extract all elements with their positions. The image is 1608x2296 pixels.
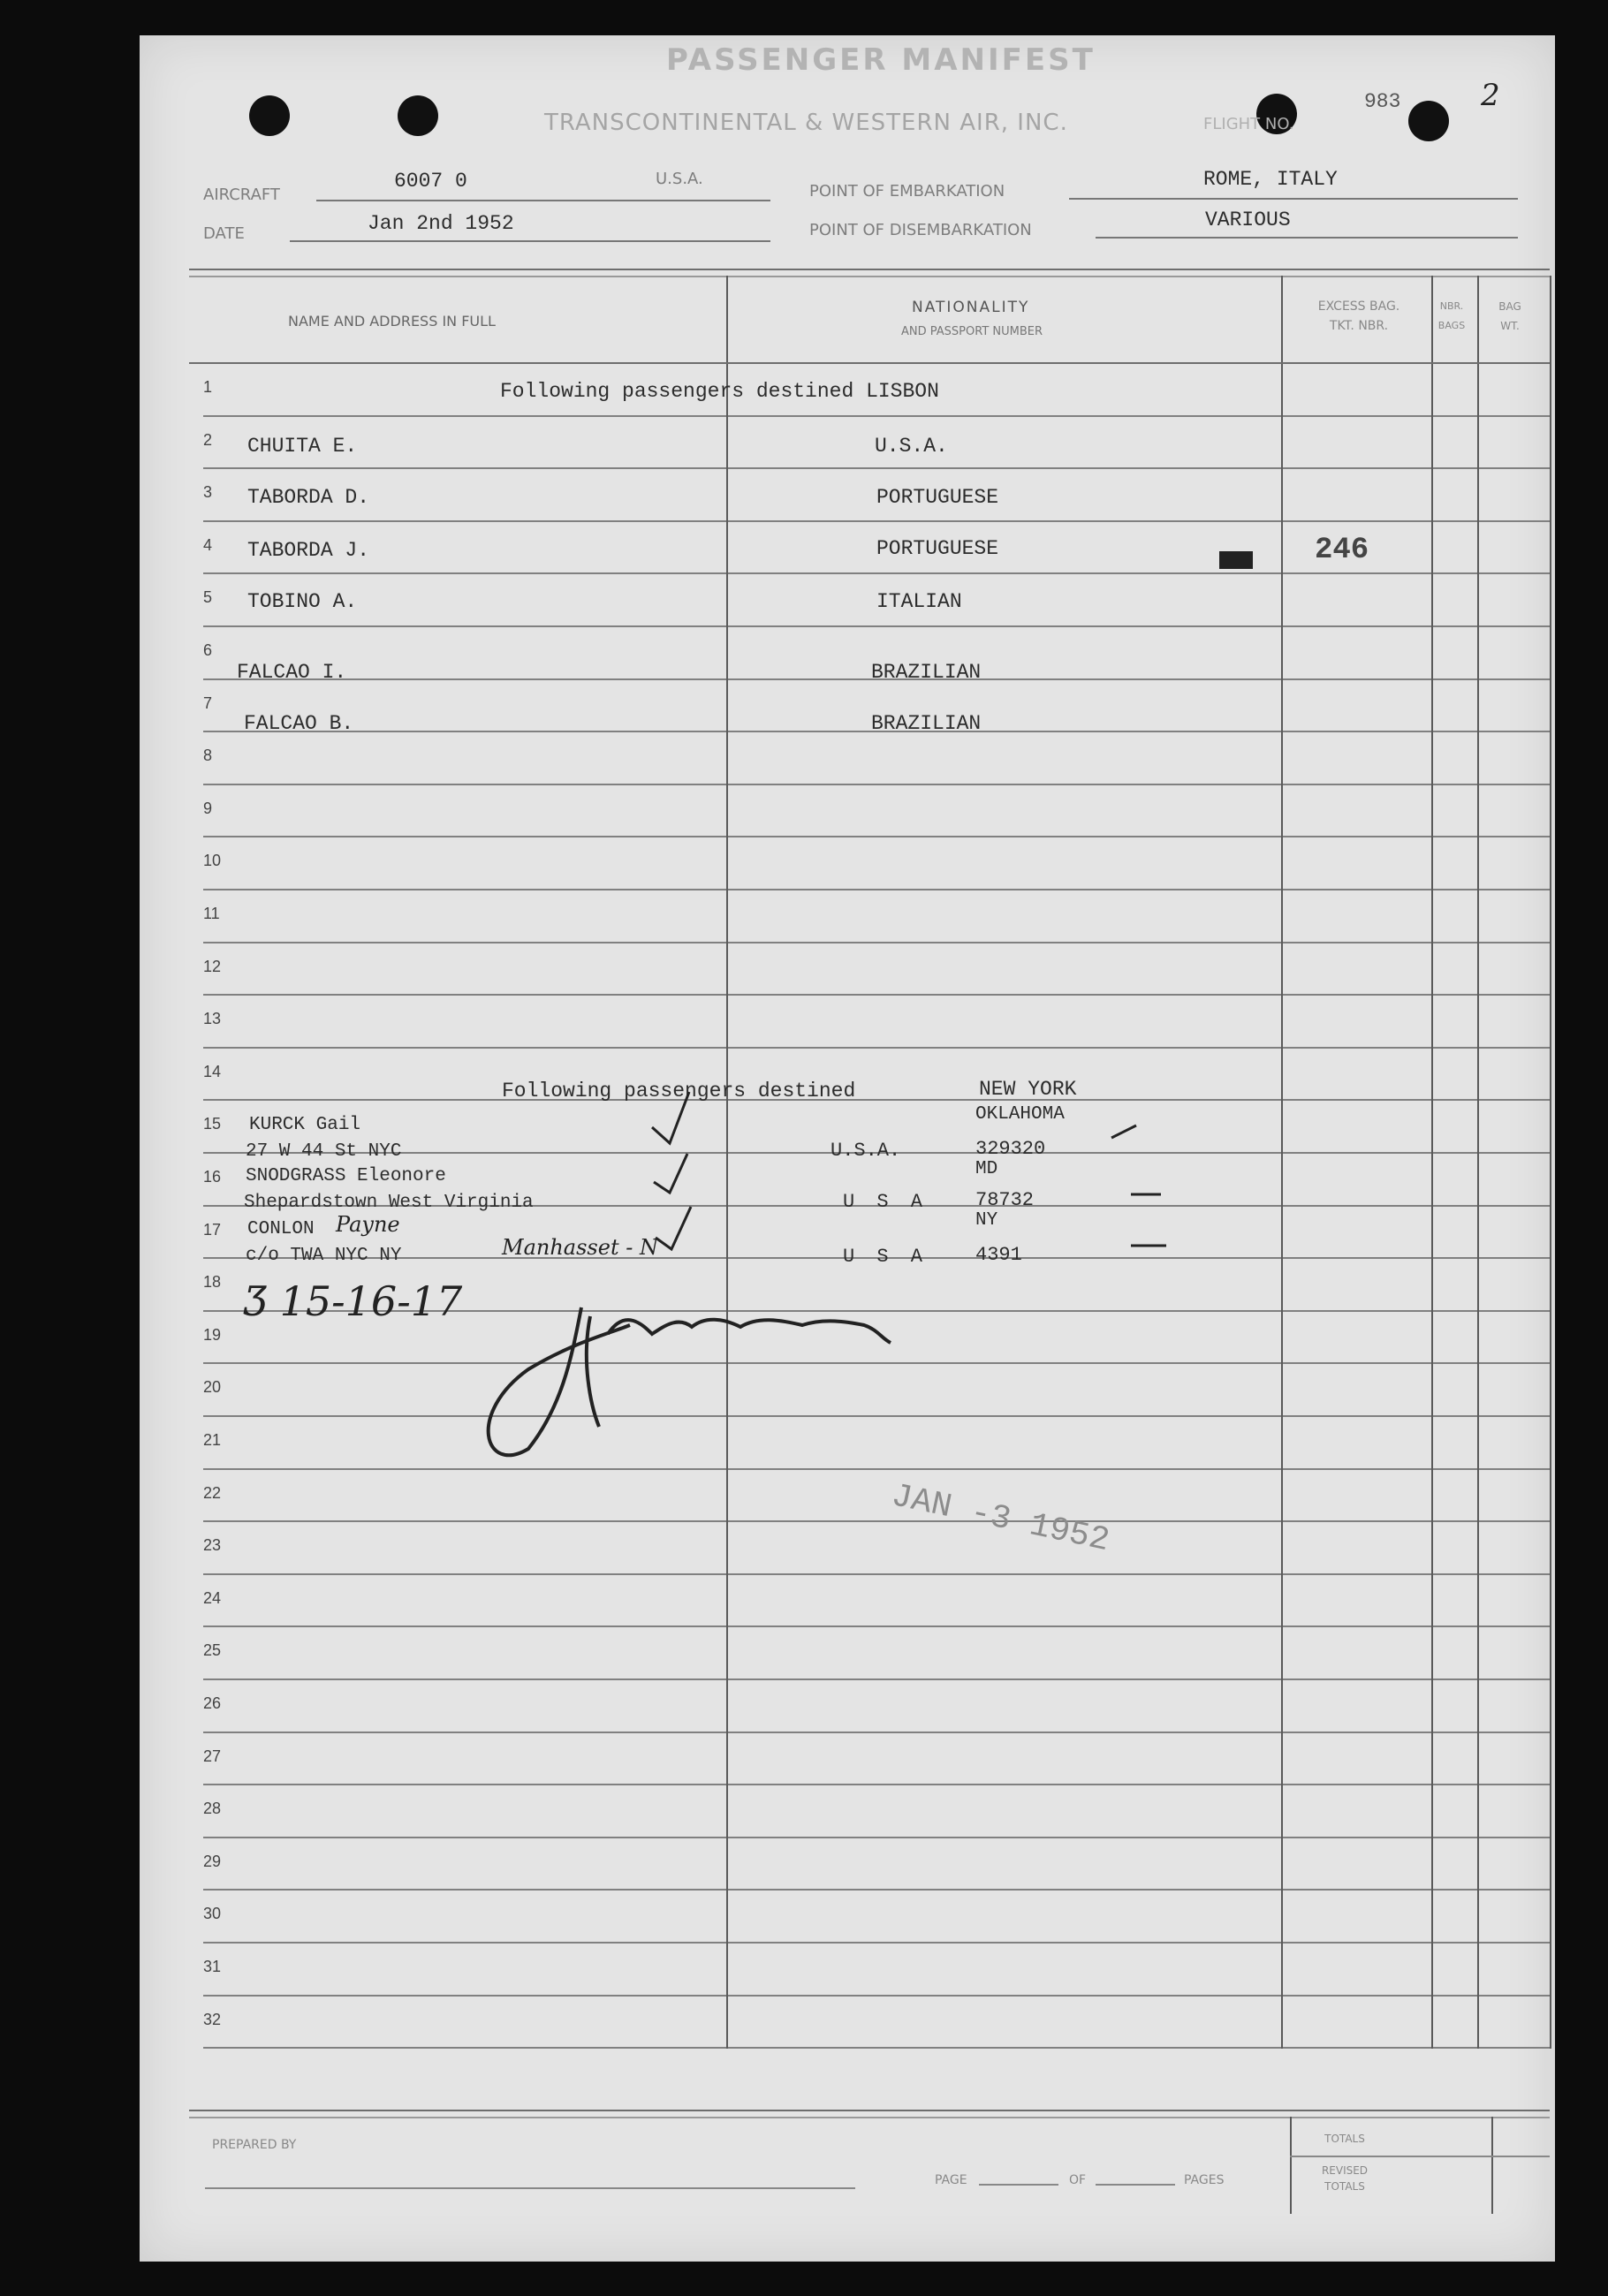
punch-hole: [398, 95, 438, 136]
row-number: 23: [203, 1536, 222, 1555]
passenger-nationality: U S A: [843, 1246, 929, 1268]
passenger-address: 27 W 44 St NYC: [246, 1141, 402, 1162]
passenger-name: FALCAO I.: [237, 661, 347, 684]
row-rule: [203, 1889, 1550, 1891]
passenger-state: NY: [975, 1210, 998, 1231]
row-number: 18: [203, 1273, 222, 1292]
passenger-nationality: BRAZILIAN: [871, 712, 982, 735]
passenger-nationality: U.S.A.: [831, 1140, 901, 1162]
passenger-nationality: PORTUGUESE: [876, 486, 999, 509]
flight-number: 983: [1364, 90, 1401, 113]
passenger-nationality: ITALIAN: [876, 590, 962, 613]
passenger-nationality: BRAZILIAN: [871, 661, 982, 684]
row-rule: [203, 1784, 1550, 1785]
pages-label: PAGES: [1184, 2173, 1225, 2187]
row-number: 30: [203, 1905, 222, 1923]
row-rule: [203, 942, 1550, 943]
row-number: 24: [203, 1588, 222, 1607]
column-rule: [726, 276, 728, 2049]
company-name: TRANSCONTINENTAL & WESTERN AIR, INC.: [544, 110, 1068, 136]
passenger-name: TABORDA J.: [247, 539, 370, 562]
row-number: 3: [203, 483, 213, 502]
page-label: PAGE: [935, 2173, 967, 2187]
row-number: 4: [203, 535, 213, 554]
passenger-state: MD: [975, 1159, 998, 1179]
column-rule: [1477, 276, 1479, 2049]
row-number: 6: [203, 641, 213, 659]
col-passport-header: AND PASSPORT NUMBER: [901, 325, 1043, 338]
row-rule: [203, 467, 1550, 469]
passenger-name: SNODGRASS Eleonore: [246, 1166, 446, 1186]
column-rule: [1431, 276, 1433, 2049]
row-number: 10: [203, 852, 222, 870]
passenger-nationality: U S A: [843, 1191, 929, 1213]
row-number: 7: [203, 693, 213, 712]
row-rule: [203, 1995, 1550, 1997]
punch-hole: [249, 95, 290, 136]
date-stamp: JAN -3 1952: [888, 1477, 1113, 1561]
passport-number: 78732: [975, 1189, 1035, 1211]
row-number: 29: [203, 1852, 222, 1870]
col-bag-wt-header: BAG WT.: [1498, 300, 1521, 332]
row-rule: [203, 1520, 1550, 1522]
row-number: 14: [203, 1062, 222, 1080]
col-nationality-header: NATIONALITY: [912, 299, 1030, 316]
row-rule: [203, 2047, 1550, 2049]
passenger-name: CHUITA E.: [247, 435, 358, 458]
dash-marks: [1101, 1113, 1216, 1272]
manifest-title: PASSENGER MANIFEST: [666, 42, 1096, 78]
row-number: 1: [203, 378, 213, 396]
row-rule: [203, 1942, 1550, 1944]
ink-blot: [1219, 551, 1253, 569]
flight-label: FLIGHT NO.: [1203, 115, 1294, 133]
passenger-nationality: U.S.A.: [875, 435, 948, 458]
aircraft-value: 6007 0: [394, 170, 467, 193]
handwritten-note: Ʒ 15-16-17: [244, 1277, 463, 1325]
row-number: 21: [203, 1431, 222, 1449]
prepared-by-label: PREPARED BY: [212, 2138, 297, 2152]
row-number: 20: [203, 1378, 222, 1397]
row-number: 28: [203, 1800, 222, 1818]
excess-ticket-number: 246: [1315, 534, 1369, 567]
header-rule: [189, 362, 1550, 364]
row-rule: [203, 1678, 1550, 1680]
passenger-name: CONLON: [247, 1219, 315, 1239]
row-number: 8: [203, 746, 213, 765]
row-number: 19: [203, 1325, 222, 1344]
row-rule: [203, 784, 1550, 785]
col-name-header: NAME AND ADDRESS IN FULL: [288, 313, 496, 330]
row-rule: [203, 1099, 1550, 1101]
row-rule: [203, 625, 1550, 627]
of-label: OF: [1069, 2173, 1087, 2187]
row-rule: [203, 836, 1550, 837]
totals-label: TOTALS: [1324, 2133, 1365, 2145]
handwritten-name: Payne: [336, 1212, 400, 1237]
row-rule: [203, 1573, 1550, 1575]
passenger-name: KURCK Gail: [249, 1115, 361, 1135]
date-label: DATE: [203, 224, 245, 243]
passenger-address: c/o TWA NYC NY: [246, 1246, 402, 1266]
column-rule: [1281, 276, 1283, 2049]
row-number: 25: [203, 1641, 222, 1660]
row-rule: [203, 889, 1550, 890]
destination-lisbon: Following passengers destined LISBON: [500, 380, 939, 403]
destination-new-york: Following passengers destined: [502, 1080, 856, 1103]
row-rule: [203, 520, 1550, 522]
disembarkation-label: POINT OF DISEMBARKATION: [809, 221, 1032, 239]
row-rule: [203, 415, 1550, 417]
column-rule: [1550, 276, 1551, 2049]
row-number: 12: [203, 957, 222, 975]
passport-number: 4391: [975, 1244, 1022, 1266]
disembarkation-value: VARIOUS: [1205, 208, 1291, 231]
passenger-nationality: PORTUGUESE: [876, 537, 999, 560]
passport-number: 329320: [975, 1138, 1046, 1160]
revised-totals-label: REVISED TOTALS: [1321, 2164, 1369, 2193]
col-excess-header: EXCESS BAG. TKT. NBR.: [1317, 299, 1400, 333]
row-number: 31: [203, 1958, 222, 1975]
passenger-address: Shepardstown West Virginia: [244, 1193, 534, 1213]
row-number: 15: [203, 1115, 222, 1133]
row-rule: [203, 1731, 1550, 1733]
row-rule: [203, 994, 1550, 996]
corner-mark: 2: [1481, 78, 1500, 113]
row-rule: [203, 1468, 1550, 1470]
row-rule: [203, 1047, 1550, 1049]
row-number: 9: [203, 799, 213, 817]
check-marks: [643, 1083, 723, 1260]
row-number: 13: [203, 1010, 222, 1028]
aircraft-label: AIRCRAFT: [203, 186, 280, 204]
row-rule: [203, 572, 1550, 574]
date-value: Jan 2nd 1952: [368, 212, 514, 235]
embarkation-value: ROME, ITALY: [1203, 168, 1338, 191]
manifest-sheet: [140, 35, 1555, 2262]
punch-hole: [1408, 101, 1449, 141]
row-number: 5: [203, 588, 213, 607]
row-number: 11: [203, 905, 220, 922]
row-number: 16: [203, 1168, 222, 1186]
signature: [475, 1272, 970, 1458]
handwritten-address: Manhasset - N: [502, 1235, 658, 1260]
passenger-name: FALCAO B.: [244, 712, 354, 735]
row-number: 26: [203, 1694, 222, 1712]
passenger-name: TOBINO A.: [247, 590, 358, 613]
row-rule: [203, 1625, 1550, 1627]
row-number: 2: [203, 430, 213, 449]
passenger-state: OKLAHOMA: [975, 1104, 1065, 1125]
row-number: 17: [203, 1220, 222, 1239]
passenger-name: TABORDA D.: [247, 486, 370, 509]
embarkation-label: POINT OF EMBARKATION: [809, 182, 1005, 201]
col-nbr-bags-header: NBR. BAGS: [1437, 300, 1466, 331]
destination-city: NEW YORK: [979, 1078, 1077, 1101]
row-number: 32: [203, 2010, 222, 2028]
aircraft-country: U.S.A.: [656, 170, 703, 188]
row-number: 22: [203, 1483, 222, 1502]
row-number: 27: [203, 1747, 222, 1765]
row-rule: [203, 1837, 1550, 1838]
